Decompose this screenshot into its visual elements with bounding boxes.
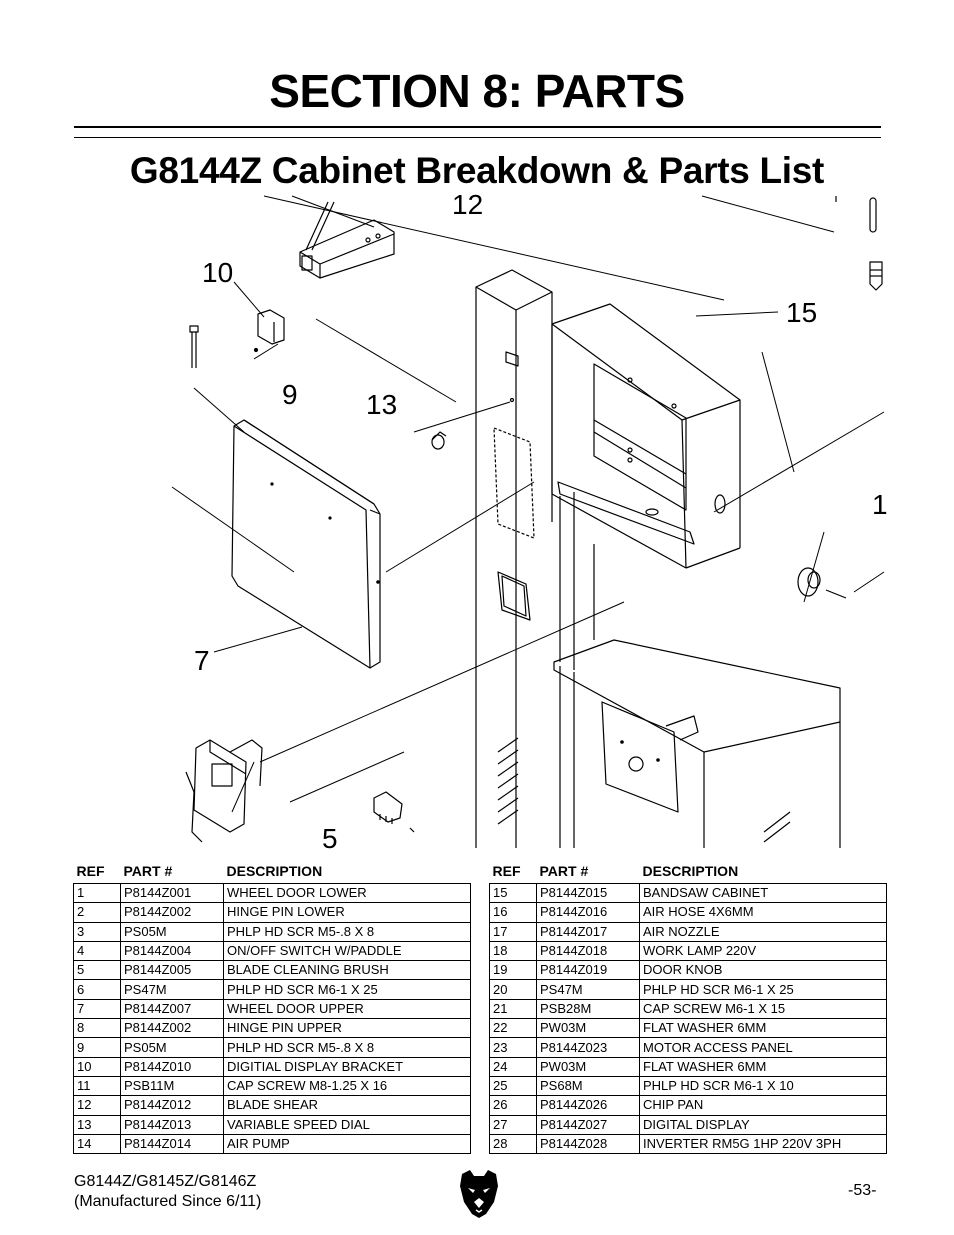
part-number-cell: P8144Z007: [121, 999, 224, 1018]
callout-7: 7: [194, 645, 210, 676]
table-row: [74, 1115, 471, 1134]
exploded-parts-diagram: [74, 189, 888, 854]
table-row: [74, 903, 471, 922]
description-cell: WHEEL DOOR LOWER: [224, 884, 471, 903]
table-row: [74, 922, 471, 941]
part-number-cell: P8144Z028: [537, 1134, 640, 1153]
ref-cell: 28: [490, 1134, 537, 1153]
part-number-cell: P8144Z023: [537, 1038, 640, 1057]
description-cell: PHLP HD SCR M5-.8 X 8: [224, 1038, 471, 1057]
ref-cell: 16: [490, 903, 537, 922]
part-number-cell: P8144Z004: [121, 941, 224, 960]
table-row: [74, 999, 471, 1018]
part-number-header: PART #: [123, 863, 173, 879]
ref-cell: 27: [490, 1115, 537, 1134]
part-number-cell: PS05M: [121, 1038, 224, 1057]
heading-rule-thin: [74, 137, 881, 138]
part-number-cell: P8144Z010: [121, 1057, 224, 1076]
description-cell: HINGE PIN LOWER: [224, 903, 471, 922]
callout-9: 9: [282, 379, 298, 410]
part-number-cell: P8144Z012: [121, 1096, 224, 1115]
ref-cell: 19: [490, 961, 537, 980]
ref-cell: 20: [490, 980, 537, 999]
table-row: [490, 980, 887, 999]
ref-cell: 2: [74, 903, 121, 922]
part-number-cell: PS68M: [537, 1076, 640, 1095]
section-title: SECTION 8: PARTS: [269, 65, 685, 117]
page-number: -53-: [848, 1182, 877, 1199]
ref-cell: 1: [74, 884, 121, 903]
ref-header: REF: [492, 863, 521, 879]
table-row: [490, 1115, 887, 1134]
ref-cell: 14: [74, 1134, 121, 1153]
part-number-cell: PSB11M: [121, 1076, 224, 1095]
description-cell: CHIP PAN: [640, 1096, 887, 1115]
table-row: [74, 1038, 471, 1057]
ref-cell: 11: [74, 1076, 121, 1095]
ref-cell: 15: [490, 884, 537, 903]
blade-cleaning-brush-part: [374, 792, 414, 832]
table-row: [490, 961, 887, 980]
description-cell: BANDSAW CABINET: [640, 884, 887, 903]
callout-5: 5: [322, 823, 338, 854]
description-header: DESCRIPTION: [226, 863, 323, 879]
description-cell: HINGE PIN UPPER: [224, 1019, 471, 1038]
table-row: [490, 1057, 887, 1076]
ref-cell: 13: [74, 1115, 121, 1134]
table-row: [490, 1134, 887, 1153]
part-number-cell: P8144Z017: [537, 922, 640, 941]
callout-15: 15: [786, 297, 818, 328]
ref-cell: 26: [490, 1096, 537, 1115]
ref-cell: 10: [74, 1057, 121, 1076]
footer-model-line: G8144Z/G8145Z/G8146Z: [74, 1173, 257, 1190]
table-header-row: [74, 862, 471, 884]
description-cell: ON/OFF SWITCH W/PADDLE: [224, 941, 471, 960]
table-row: [74, 884, 471, 903]
part-number-cell: P8144Z002: [121, 1019, 224, 1038]
part-number-cell: PS47M: [121, 980, 224, 999]
description-cell: DOOR KNOB: [640, 961, 887, 980]
part-number-cell: P8144Z018: [537, 941, 640, 960]
table-row: [490, 1096, 887, 1115]
part-number-cell: P8144Z013: [121, 1115, 224, 1134]
description-cell: WHEEL DOOR UPPER: [224, 999, 471, 1018]
table-row: [74, 1096, 471, 1115]
description-cell: VARIABLE SPEED DIAL: [224, 1115, 471, 1134]
ref-cell: 21: [490, 999, 537, 1018]
parts-table-left-body: [74, 884, 471, 1154]
ref-cell: 25: [490, 1076, 537, 1095]
table-row: [490, 999, 887, 1018]
footer-model-info: [74, 1172, 261, 1212]
part-number-cell: P8144Z001: [121, 884, 224, 903]
bandsaw-cabinet-part: [552, 304, 740, 568]
description-cell: FLAT WASHER 6MM: [640, 1019, 887, 1038]
table-row: [74, 980, 471, 999]
ref-cell: 7: [74, 999, 121, 1018]
table-row: [74, 1019, 471, 1038]
description-cell: CAP SCREW M8-1.25 X 16: [224, 1076, 471, 1095]
ref-cell: 18: [490, 941, 537, 960]
ref-cell: 24: [490, 1057, 537, 1076]
ref-cell: 17: [490, 922, 537, 941]
callout-labels: [194, 189, 888, 854]
leader-lines: [172, 196, 884, 812]
description-header: DESCRIPTION: [642, 863, 739, 879]
part-number-cell: P8144Z005: [121, 961, 224, 980]
part-number-header: PART #: [539, 863, 589, 879]
table-row: [74, 961, 471, 980]
ref-cell: 5: [74, 961, 121, 980]
description-cell: INVERTER RM5G 1HP 220V 3PH: [640, 1134, 887, 1153]
table-row: [490, 884, 887, 903]
cabinet-column: [476, 270, 552, 848]
part-number-cell: P8144Z016: [537, 903, 640, 922]
table-row: [490, 1019, 887, 1038]
description-cell: DIGITAL DISPLAY: [640, 1115, 887, 1134]
part-number-cell: PS47M: [537, 980, 640, 999]
description-cell: AIR NOZZLE: [640, 922, 887, 941]
ref-cell: 23: [490, 1038, 537, 1057]
display-bracket-part: [255, 310, 285, 352]
description-cell: DIGITIAL DISPLAY BRACKET: [224, 1057, 471, 1076]
part-number-cell: PW03M: [537, 1057, 640, 1076]
ref-cell: 8: [74, 1019, 121, 1038]
table-row: [490, 1038, 887, 1057]
ref-cell: 12: [74, 1096, 121, 1115]
table-row: [490, 941, 887, 960]
on-off-switch-part: [186, 740, 262, 842]
callout-13: 13: [366, 389, 398, 420]
description-cell: PHLP HD SCR M6-1 X 10: [640, 1076, 887, 1095]
table-row: [74, 1057, 471, 1076]
table-row: [490, 903, 887, 922]
description-cell: PHLP HD SCR M6-1 X 25: [640, 980, 887, 999]
part-number-cell: P8144Z026: [537, 1096, 640, 1115]
speed-dial-part: [432, 399, 514, 450]
description-cell: WORK LAMP 220V: [640, 941, 887, 960]
lower-cabinet: [554, 492, 840, 848]
air-nozzle-part: [836, 196, 882, 290]
description-cell: FLAT WASHER 6MM: [640, 1057, 887, 1076]
table-row: [74, 941, 471, 960]
part-number-cell: PW03M: [537, 1019, 640, 1038]
page-title: G8144Z Cabinet Breakdown & Parts List: [129, 150, 825, 191]
part-number-cell: P8144Z002: [121, 903, 224, 922]
parts-table-right: [489, 862, 887, 1154]
part-number-cell: P8144Z019: [537, 961, 640, 980]
description-cell: BLADE CLEANING BRUSH: [224, 961, 471, 980]
description-cell: CAP SCREW M6-1 X 15: [640, 999, 887, 1018]
callout-12: 12: [452, 189, 484, 220]
description-cell: MOTOR ACCESS PANEL: [640, 1038, 887, 1057]
description-cell: BLADE SHEAR: [224, 1096, 471, 1115]
description-cell: PHLP HD SCR M6-1 X 25: [224, 980, 471, 999]
parts-table-right-body: [490, 884, 887, 1154]
table-row: [490, 1076, 887, 1095]
door-knob-part: [798, 568, 846, 598]
callout-1: 1: [872, 489, 888, 520]
ref-cell: 3: [74, 922, 121, 941]
part-number-cell: P8144Z015: [537, 884, 640, 903]
table-row: [74, 1134, 471, 1153]
description-cell: AIR HOSE 4X6MM: [640, 903, 887, 922]
heading-rule-thick: [74, 126, 881, 128]
part-number-cell: P8144Z014: [121, 1134, 224, 1153]
cap-screw-part: [190, 326, 198, 368]
table-row: [490, 922, 887, 941]
part-number-cell: P8144Z027: [537, 1115, 640, 1134]
parts-table-left: [73, 862, 471, 1154]
ref-cell: 4: [74, 941, 121, 960]
table-header-row: [490, 862, 887, 884]
callout-10: 10: [202, 257, 234, 288]
cabinet-vents: [498, 738, 518, 824]
part-number-cell: PS05M: [121, 922, 224, 941]
ref-header: REF: [76, 863, 105, 879]
description-cell: PHLP HD SCR M5-.8 X 8: [224, 922, 471, 941]
ref-cell: 6: [74, 980, 121, 999]
ref-cell: 9: [74, 1038, 121, 1057]
table-row: [74, 1076, 471, 1095]
blade-shear-part: [300, 202, 394, 278]
grizzly-bear-logo-icon: [456, 1168, 502, 1220]
ref-cell: 22: [490, 1019, 537, 1038]
footer-manufactured-line: (Manufactured Since 6/11): [74, 1193, 262, 1210]
part-number-cell: PSB28M: [537, 999, 640, 1018]
description-cell: AIR PUMP: [224, 1134, 471, 1153]
